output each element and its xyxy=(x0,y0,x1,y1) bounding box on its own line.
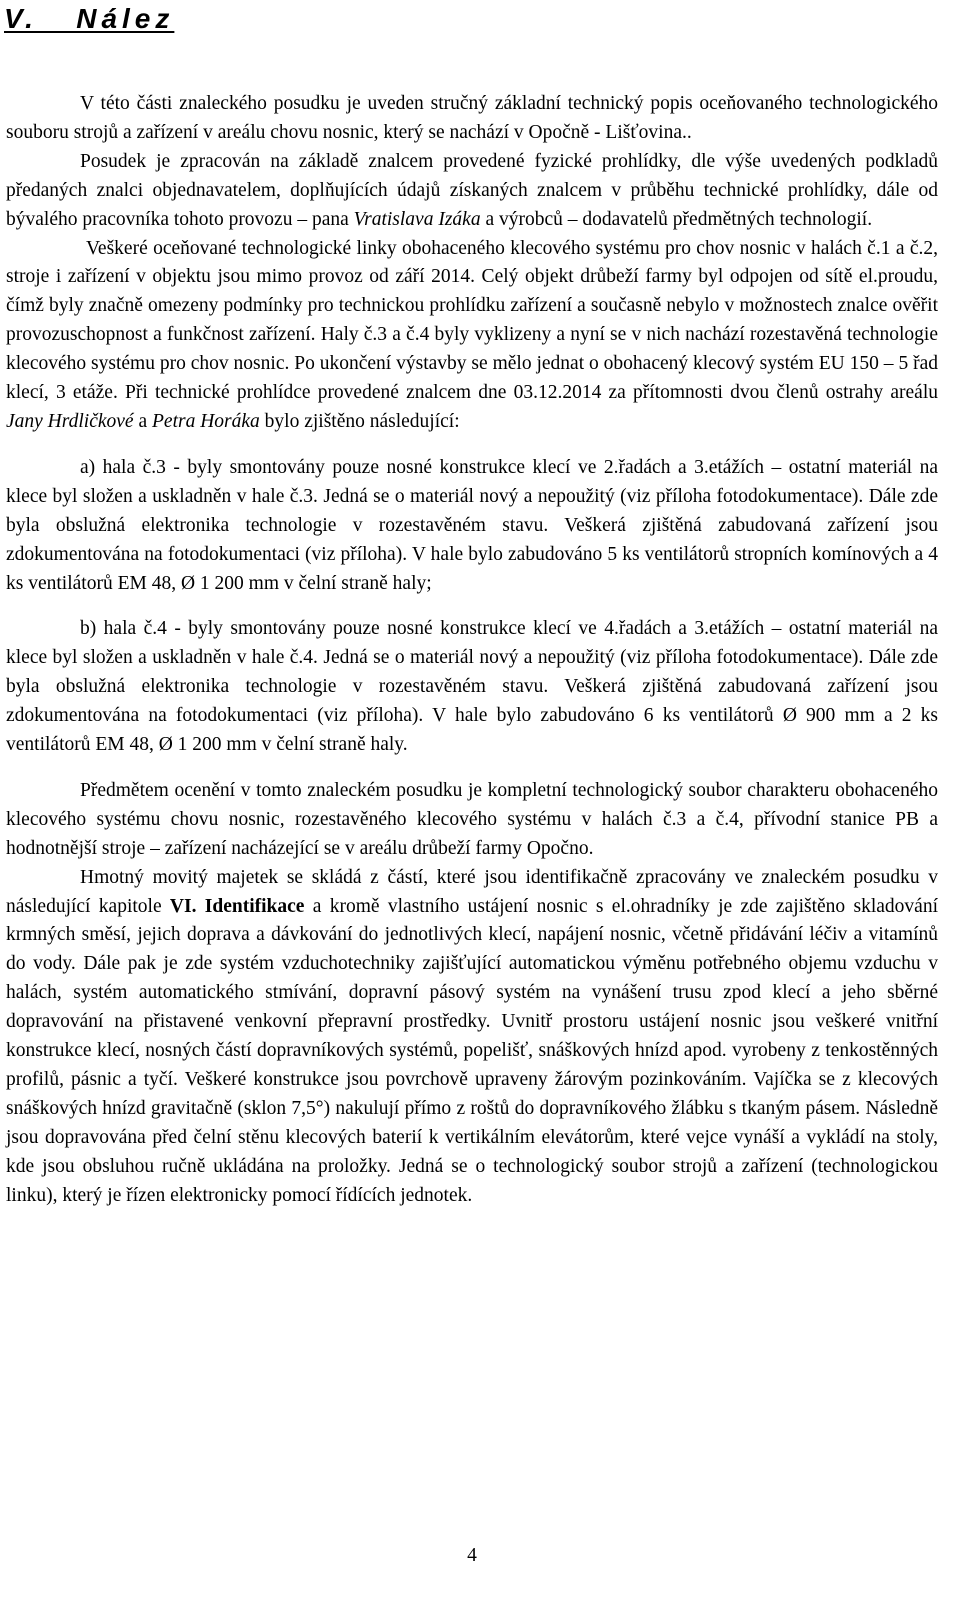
inspection-text-end: bylo zjištěno následující: xyxy=(259,410,460,432)
hall-3-item: a) hala č.3 - byly smontovány pouze nosné konstrukce klecí ve 2.řadách a 3.etážích – ostatní materiál na klece byl složen a uskladněn v hale č.3. Jedná se o materiál nový a nepoužitý (viz příloha fotodokumentace). Dále zde byla obslužná elektronika technologie v rozestavěném stavu. Veškerá zjištěná zabudovaná zařízení jsou zdokumentována na fotodokumentaci (viz příloha). V hale bylo zabudováno 5 ks ventilátorů stropních komínových a 4 ks ventilátorů EM 48, Ø 1 200 mm v čelní straně haly; xyxy=(6,456,938,594)
basis-paragraph xyxy=(6,148,938,235)
inspection-text-start: Veškeré oceňované technologické linky obohaceného klecového systému pro chov nosnic v halách č.1 a č.2, stroje i zařízení v objektu jsou mimo provoz od září 2014. Celý objekt drůbeží farmy byl odpojen od sítě el.proudu, čímž byly značně omezeny podmínky pro technickou prohlídku zařízení a současně nebylo v možnostech znalce ověřit provozuschopnost a funkčnost zařízení. Haly č.3 a č.4 byly vyklizeny a nyní se v nich nachází rozestavěná technologie klecového systému pro chov nosnic. Po ukončení výstavby se mělo jednat o obohacený klecový systém EU 150 – 5 řad klecí, 3 etáže. Při technické prohlídce provedené znalcem dne 03.12.2014 za přítomnosti dvou členů ostrahy areálu xyxy=(6,237,938,404)
guard-name-1: Jany Hrdličkové xyxy=(6,410,134,432)
inspection-text-mid: a xyxy=(133,410,152,432)
intro-paragraph: V této části znaleckého posudku je uveden stručný základní technický popis oceňovaného technologického souboru strojů a zařízení v areálu chovu nosnic, který se nachází v Opočně - Lišťovina.. xyxy=(6,93,938,143)
document-body xyxy=(6,90,938,1211)
chapter-reference: VI. Identifikace xyxy=(169,895,305,917)
hall-4-item: b) hala č.4 - byly smontovány pouze nosné konstrukce klecí ve 4.řadách a 3.etážích – ostatní materiál na klece byl složen a uskladněn v hale č.4. Jedná se o materiál nový a nepoužitý (viz příloha fotodokumentace). Dále zde byla obslužná elektronika technologie v rozestavěném stavu. Veškerá zjištěná zabudovaná zařízení jsou zdokumentována na fotodokumentaci (viz příloha). V hale bylo zabudováno 6 ks ventilátorů Ø 900 mm a 2 ks ventilátorů EM 48, Ø 1 200 mm v čelní straně haly. xyxy=(6,618,938,756)
section-heading: V. Nález xyxy=(4,3,175,34)
assets-text-start: Hmotný movitý majetek se skládá z částí, které jsou identifikačně zpracovány ve znaleckém posudku v následující kapitole xyxy=(6,866,938,917)
worker-name: Vratislava Izáka xyxy=(353,208,481,230)
basis-text-start: Posudek je zpracován na základě znalcem provedené fyzické prohlídky, dle výše uvedených podkladů předaných znalci objednavatelem, doplňujících údajů získaných znalcem v průběhu technické prohlídky, dále od bývalého pracovníka tohoto provozu – pana xyxy=(6,150,938,230)
guard-name-2: Petra Horáka xyxy=(152,410,260,432)
assets-paragraph xyxy=(6,864,938,1211)
subject-paragraph: Předmětem ocenění v tomto znaleckém posudku je kompletní technologický soubor charakteru obohaceného klecového systému chovu nosnic, rozestavěného klecového systému v halách č.3 a č.4, přívodní stanice PB a hodnotnější stroje – zařízení nacházející se v areálu drůbeží farmy Opočno. xyxy=(6,779,938,859)
basis-text-end: a výrobců – dodavatelů předmětných technologií. xyxy=(480,208,873,230)
assets-text-end: a kromě vlastního ustájení nosnic s el.ohradníky je zde zajištěno skladování krmných směsí, jejich doprava a dávkování do jednotlivých klecí, napájení nosnic, včetně přidávání léčiv a vitamínů do vody. Dále pak je zde systém vzduchotechniky zajišťující automatickou výměnu potřebného objemu vzduchu v halách, systém automatického stmívání, dopravní pásový systém na vynášení trusu zpod klecí a jeho sběrné dopravování na přistavené venkovní přepravní prostředky. Uvnitř prostoru ustájení nosnic jsou veškeré vnitřní konstrukce klecí, nosných částí dopravníkových systémů, popelišť, snáškových hnízd apod. vyrobeny z tenkostěnných profilů, pásnic a tyčí. Veškeré konstrukce jsou povrchově upraveny žárovým pozinkováním. Vajíčka se z klecových snáškových hnízd gravitačně (sklon 7,5°) nakulují přímo z roštů do dopravníkového žlábku s tkaným pásem. Následně jsou dopravována před čelní stěnu klecových baterií k vertikálním elevátorům, které vejce vynáší a vykládí na stoly, kde jsou obsluhou ručně ukládána na proložky. Jedná se o technologický soubor strojů a zařízení (technologickou linku), který je řízen elektronicky pomocí řídících jednotek. xyxy=(6,895,938,1206)
page-number: 4 xyxy=(467,1545,477,1566)
inspection-paragraph xyxy=(6,235,938,437)
